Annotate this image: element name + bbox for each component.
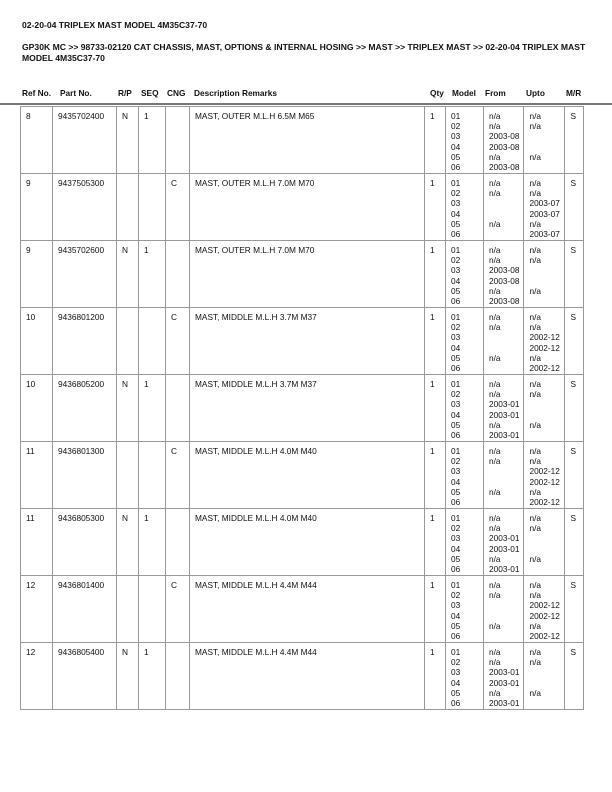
upto-line: 2002-12 bbox=[529, 600, 560, 611]
cell-part: 9435702600 bbox=[53, 241, 117, 308]
cell-qty: 1 bbox=[425, 241, 446, 308]
from-line: n/a bbox=[489, 285, 501, 296]
cell-models bbox=[446, 375, 484, 442]
upto-line: n/a bbox=[529, 580, 541, 590]
cell-from bbox=[484, 107, 524, 174]
from-line bbox=[489, 600, 519, 610]
models-line: 04 bbox=[451, 275, 461, 286]
cell-cng: C bbox=[166, 174, 190, 241]
models-line: 04 bbox=[451, 543, 461, 554]
models-line: 06 bbox=[451, 563, 461, 574]
upto-line bbox=[529, 564, 560, 574]
cell-qty: 1 bbox=[425, 442, 446, 509]
models-line: 01 bbox=[451, 580, 461, 590]
models-line: 01 bbox=[451, 647, 461, 657]
from-line: n/a bbox=[489, 218, 501, 229]
cell-part: 9437505300 bbox=[53, 174, 117, 241]
models-line: 06 bbox=[451, 429, 461, 440]
cell-from bbox=[484, 241, 524, 308]
table-row bbox=[21, 576, 584, 643]
models-line: 06 bbox=[451, 496, 461, 507]
cell-cng: C bbox=[166, 442, 190, 509]
models-line: 03 bbox=[451, 332, 461, 343]
from-line: n/a bbox=[489, 553, 501, 564]
upto-line: 2003-07 bbox=[529, 198, 560, 209]
models-line: 04 bbox=[451, 409, 461, 420]
models-line: 05 bbox=[451, 419, 461, 430]
upto-line: n/a bbox=[529, 620, 541, 631]
cell-rp bbox=[117, 308, 139, 375]
models-line: 02 bbox=[451, 456, 461, 467]
from-line: n/a bbox=[489, 255, 501, 266]
cell-ref: 10 bbox=[21, 375, 53, 442]
header-mr: M/R bbox=[566, 88, 582, 98]
cell-from bbox=[484, 442, 524, 509]
models-line: 03 bbox=[451, 265, 461, 276]
cell-qty: 1 bbox=[425, 308, 446, 375]
upto-line: n/a bbox=[529, 255, 541, 266]
header-part: Part No. bbox=[60, 88, 92, 98]
from-line: n/a bbox=[489, 687, 501, 698]
cell-desc: MAST, MIDDLE M.L.H 3.7M M37 bbox=[190, 308, 425, 375]
cell-desc: MAST, MIDDLE M.L.H 4.4M M44 bbox=[190, 643, 425, 710]
cell-mr: S bbox=[565, 174, 584, 241]
parts-table bbox=[20, 106, 584, 710]
models-line: 01 bbox=[451, 111, 461, 121]
from-line: n/a bbox=[489, 111, 501, 121]
from-line bbox=[489, 611, 519, 621]
from-line: n/a bbox=[489, 121, 501, 132]
cell-upto bbox=[524, 174, 565, 241]
from-line bbox=[489, 198, 519, 208]
cell-ref: 10 bbox=[21, 308, 53, 375]
from-line: 2003-01 bbox=[489, 399, 520, 410]
cell-mr: S bbox=[565, 241, 584, 308]
cell-ref: 9 bbox=[21, 174, 53, 241]
from-line: n/a bbox=[489, 352, 501, 363]
cell-ref: 9 bbox=[21, 241, 53, 308]
from-line bbox=[489, 497, 519, 507]
cell-from bbox=[484, 308, 524, 375]
upto-line bbox=[529, 399, 560, 409]
from-line: n/a bbox=[489, 620, 501, 631]
cell-models bbox=[446, 241, 484, 308]
header-cng: CNG bbox=[167, 88, 186, 98]
models-line: 06 bbox=[451, 362, 461, 373]
upto-line: n/a bbox=[529, 389, 541, 400]
upto-line bbox=[529, 678, 560, 688]
from-line bbox=[489, 343, 519, 353]
upto-line: n/a bbox=[529, 486, 541, 497]
cell-upto bbox=[524, 107, 565, 174]
cell-models bbox=[446, 107, 484, 174]
cell-qty: 1 bbox=[425, 643, 446, 710]
cell-mr: S bbox=[565, 576, 584, 643]
models-line: 05 bbox=[451, 352, 461, 363]
cell-qty: 1 bbox=[425, 174, 446, 241]
cell-rp bbox=[117, 442, 139, 509]
from-line bbox=[489, 631, 519, 641]
models-line: 04 bbox=[451, 342, 461, 353]
models-line: 06 bbox=[451, 630, 461, 641]
from-line: n/a bbox=[489, 486, 501, 497]
from-line: n/a bbox=[489, 456, 501, 467]
header-from: From bbox=[485, 88, 506, 98]
from-line: n/a bbox=[489, 523, 501, 534]
from-line: n/a bbox=[489, 178, 501, 188]
upto-line: 2002-12 bbox=[529, 466, 560, 477]
upto-line: n/a bbox=[529, 121, 541, 132]
cell-qty: 1 bbox=[425, 107, 446, 174]
upto-line: n/a bbox=[529, 218, 541, 229]
models-line: 03 bbox=[451, 466, 461, 477]
models-line: 06 bbox=[451, 228, 461, 239]
upto-line bbox=[529, 698, 560, 708]
cell-desc: MAST, MIDDLE M.L.H 4.0M M40 bbox=[190, 509, 425, 576]
from-line: 2003-01 bbox=[489, 533, 520, 544]
cell-part: 9436805300 bbox=[53, 509, 117, 576]
cell-models bbox=[446, 442, 484, 509]
cell-rp: N bbox=[117, 375, 139, 442]
cell-seq bbox=[139, 308, 166, 375]
from-line: n/a bbox=[489, 657, 501, 668]
table-row bbox=[21, 509, 584, 576]
from-line: n/a bbox=[489, 322, 501, 333]
header-desc: Description Remarks bbox=[194, 88, 278, 98]
cell-upto bbox=[524, 375, 565, 442]
header-rp: R/P bbox=[118, 88, 132, 98]
cell-qty: 1 bbox=[425, 375, 446, 442]
header-seq: SEQ bbox=[141, 88, 159, 98]
cell-desc: MAST, OUTER M.L.H 7.0M M70 bbox=[190, 174, 425, 241]
cell-upto bbox=[524, 643, 565, 710]
upto-line bbox=[529, 162, 560, 172]
upto-line bbox=[529, 430, 560, 440]
cell-desc: MAST, OUTER M.L.H 6.5M M65 bbox=[190, 107, 425, 174]
cell-upto bbox=[524, 509, 565, 576]
header-ref: Ref No. bbox=[22, 88, 52, 98]
upto-line: n/a bbox=[529, 513, 541, 523]
cell-qty: 1 bbox=[425, 576, 446, 643]
cell-seq: 1 bbox=[139, 241, 166, 308]
cell-mr: S bbox=[565, 442, 584, 509]
cell-seq bbox=[139, 174, 166, 241]
upto-line bbox=[529, 131, 560, 141]
cell-cng bbox=[166, 643, 190, 710]
cell-cng: C bbox=[166, 308, 190, 375]
cell-part: 9436805400 bbox=[53, 643, 117, 710]
models-line: 02 bbox=[451, 121, 461, 132]
from-line bbox=[489, 229, 519, 239]
table-row bbox=[21, 442, 584, 509]
models-line: 03 bbox=[451, 667, 461, 678]
upto-line: n/a bbox=[529, 352, 541, 363]
models-line: 02 bbox=[451, 590, 461, 601]
cell-upto bbox=[524, 241, 565, 308]
cell-ref: 11 bbox=[21, 442, 53, 509]
upto-line bbox=[529, 276, 560, 286]
upto-line: 2002-12 bbox=[529, 476, 560, 487]
cell-cng bbox=[166, 241, 190, 308]
models-line: 02 bbox=[451, 322, 461, 333]
from-line bbox=[489, 209, 519, 219]
cell-part: 9436805200 bbox=[53, 375, 117, 442]
upto-line: n/a bbox=[529, 151, 541, 162]
cell-cng bbox=[166, 107, 190, 174]
models-line: 01 bbox=[451, 245, 461, 255]
models-line: 01 bbox=[451, 312, 461, 322]
models-line: 03 bbox=[451, 198, 461, 209]
upto-line: n/a bbox=[529, 590, 541, 601]
from-line bbox=[489, 477, 519, 487]
cell-models bbox=[446, 643, 484, 710]
upto-line: 2002-12 bbox=[529, 342, 560, 353]
from-line bbox=[489, 466, 519, 476]
cell-rp bbox=[117, 576, 139, 643]
cell-from bbox=[484, 174, 524, 241]
cell-desc: MAST, MIDDLE M.L.H 4.0M M40 bbox=[190, 442, 425, 509]
cell-upto bbox=[524, 308, 565, 375]
cell-cng: C bbox=[166, 576, 190, 643]
models-line: 02 bbox=[451, 657, 461, 668]
table-row bbox=[21, 375, 584, 442]
models-line: 06 bbox=[451, 295, 461, 306]
cell-part: 9436801400 bbox=[53, 576, 117, 643]
cell-desc: MAST, MIDDLE M.L.H 3.7M M37 bbox=[190, 375, 425, 442]
models-line: 05 bbox=[451, 285, 461, 296]
models-line: 04 bbox=[451, 141, 461, 152]
upto-line: 2002-12 bbox=[529, 496, 560, 507]
from-line: 2003-08 bbox=[489, 265, 520, 276]
cell-mr: S bbox=[565, 375, 584, 442]
cell-seq bbox=[139, 576, 166, 643]
from-line: 2003-01 bbox=[489, 677, 520, 688]
from-line: n/a bbox=[489, 647, 501, 657]
from-line: 2003-01 bbox=[489, 697, 520, 708]
cell-seq: 1 bbox=[139, 375, 166, 442]
from-line: 2003-08 bbox=[489, 295, 520, 306]
cell-seq: 1 bbox=[139, 643, 166, 710]
upto-line: n/a bbox=[529, 312, 541, 322]
cell-part: 9436801300 bbox=[53, 442, 117, 509]
from-line: n/a bbox=[489, 389, 501, 400]
upto-line: n/a bbox=[529, 245, 541, 255]
models-line: 03 bbox=[451, 600, 461, 611]
models-line: 04 bbox=[451, 476, 461, 487]
upto-line: n/a bbox=[529, 687, 541, 698]
cell-from bbox=[484, 643, 524, 710]
upto-line: n/a bbox=[529, 322, 541, 333]
models-line: 03 bbox=[451, 533, 461, 544]
upto-line: n/a bbox=[529, 419, 541, 430]
upto-line: 2002-12 bbox=[529, 610, 560, 621]
from-line: n/a bbox=[489, 188, 501, 199]
models-line: 05 bbox=[451, 553, 461, 564]
models-line: 04 bbox=[451, 677, 461, 688]
cell-upto bbox=[524, 442, 565, 509]
table-row bbox=[21, 643, 584, 710]
cell-ref: 8 bbox=[21, 107, 53, 174]
upto-line: n/a bbox=[529, 285, 541, 296]
cell-seq: 1 bbox=[139, 107, 166, 174]
models-line: 02 bbox=[451, 255, 461, 266]
cell-desc: MAST, MIDDLE M.L.H 4.4M M44 bbox=[190, 576, 425, 643]
from-line: n/a bbox=[489, 513, 501, 523]
cell-from bbox=[484, 576, 524, 643]
cell-part: 9436801200 bbox=[53, 308, 117, 375]
cell-desc: MAST, OUTER M.L.H 7.0M M70 bbox=[190, 241, 425, 308]
upto-line: n/a bbox=[529, 446, 541, 456]
from-line bbox=[489, 363, 519, 373]
cell-rp: N bbox=[117, 241, 139, 308]
cell-mr: S bbox=[565, 509, 584, 576]
breadcrumb: GP30K MC >> 98733-02120 CAT CHASSIS, MAST, OPTIONS & INTERNAL HOSING >> MAST >> TRIPLEX MAST >> 02-20-04 TRIPLEX MAST MODEL 4M35C37-70 bbox=[22, 42, 586, 63]
table-row bbox=[21, 174, 584, 241]
upto-line: 2003-07 bbox=[529, 228, 560, 239]
cell-models bbox=[446, 576, 484, 643]
from-line: 2003-01 bbox=[489, 409, 520, 420]
cell-qty: 1 bbox=[425, 509, 446, 576]
from-line: n/a bbox=[489, 580, 501, 590]
models-line: 05 bbox=[451, 151, 461, 162]
models-line: 01 bbox=[451, 446, 461, 456]
header-model: Model bbox=[452, 88, 476, 98]
upto-line bbox=[529, 265, 560, 275]
cell-upto bbox=[524, 576, 565, 643]
cell-mr: S bbox=[565, 107, 584, 174]
upto-line: n/a bbox=[529, 178, 541, 188]
header-qty: Qty bbox=[430, 88, 444, 98]
upto-line bbox=[529, 142, 560, 152]
from-line: 2003-08 bbox=[489, 161, 520, 172]
upto-line: n/a bbox=[529, 456, 541, 467]
cell-rp: N bbox=[117, 107, 139, 174]
models-line: 01 bbox=[451, 513, 461, 523]
models-line: 05 bbox=[451, 218, 461, 229]
upto-line: 2002-12 bbox=[529, 332, 560, 343]
models-line: 06 bbox=[451, 161, 461, 172]
models-line: 02 bbox=[451, 389, 461, 400]
cell-cng bbox=[166, 509, 190, 576]
cell-from bbox=[484, 375, 524, 442]
cell-ref: 12 bbox=[21, 643, 53, 710]
cell-rp: N bbox=[117, 643, 139, 710]
models-line: 03 bbox=[451, 131, 461, 142]
models-line: 01 bbox=[451, 178, 461, 188]
upto-line bbox=[529, 533, 560, 543]
table-row bbox=[21, 308, 584, 375]
models-line: 05 bbox=[451, 486, 461, 497]
from-line: n/a bbox=[489, 151, 501, 162]
upto-line: n/a bbox=[529, 647, 541, 657]
cell-from bbox=[484, 509, 524, 576]
from-line: 2003-08 bbox=[489, 131, 520, 142]
header-upto: Upto bbox=[526, 88, 545, 98]
table-header bbox=[0, 88, 612, 105]
models-line: 04 bbox=[451, 208, 461, 219]
from-line: 2003-01 bbox=[489, 543, 520, 554]
from-line bbox=[489, 332, 519, 342]
cell-models bbox=[446, 509, 484, 576]
from-line: n/a bbox=[489, 312, 501, 322]
upto-line: n/a bbox=[529, 379, 541, 389]
cell-part: 9435702400 bbox=[53, 107, 117, 174]
cell-rp bbox=[117, 174, 139, 241]
models-line: 06 bbox=[451, 697, 461, 708]
upto-line: n/a bbox=[529, 657, 541, 668]
page-title: 02-20-04 TRIPLEX MAST MODEL 4M35C37-70 bbox=[22, 20, 208, 30]
upto-line: 2003-07 bbox=[529, 208, 560, 219]
upto-line bbox=[529, 544, 560, 554]
models-line: 03 bbox=[451, 399, 461, 410]
upto-line bbox=[529, 296, 560, 306]
cell-rp: N bbox=[117, 509, 139, 576]
from-line: 2003-01 bbox=[489, 563, 520, 574]
from-line: n/a bbox=[489, 590, 501, 601]
table-row bbox=[21, 241, 584, 308]
upto-line: 2002-12 bbox=[529, 630, 560, 641]
upto-line: 2002-12 bbox=[529, 362, 560, 373]
cell-mr: S bbox=[565, 308, 584, 375]
models-line: 04 bbox=[451, 610, 461, 621]
cell-cng bbox=[166, 375, 190, 442]
cell-models bbox=[446, 174, 484, 241]
cell-seq: 1 bbox=[139, 509, 166, 576]
from-line: n/a bbox=[489, 446, 501, 456]
from-line: n/a bbox=[489, 379, 501, 389]
upto-line: n/a bbox=[529, 523, 541, 534]
from-line: n/a bbox=[489, 245, 501, 255]
cell-ref: 11 bbox=[21, 509, 53, 576]
cell-seq bbox=[139, 442, 166, 509]
cell-mr: S bbox=[565, 643, 584, 710]
upto-line: n/a bbox=[529, 553, 541, 564]
models-line: 01 bbox=[451, 379, 461, 389]
models-line: 02 bbox=[451, 523, 461, 534]
from-line: 2003-01 bbox=[489, 667, 520, 678]
upto-line: n/a bbox=[529, 111, 541, 121]
upto-line bbox=[529, 410, 560, 420]
cell-ref: 12 bbox=[21, 576, 53, 643]
models-line: 02 bbox=[451, 188, 461, 199]
from-line: n/a bbox=[489, 419, 501, 430]
from-line: 2003-08 bbox=[489, 275, 520, 286]
table-row bbox=[21, 107, 584, 174]
from-line: 2003-08 bbox=[489, 141, 520, 152]
models-line: 05 bbox=[451, 687, 461, 698]
upto-line: n/a bbox=[529, 188, 541, 199]
cell-models bbox=[446, 308, 484, 375]
models-line: 05 bbox=[451, 620, 461, 631]
upto-line bbox=[529, 667, 560, 677]
from-line: 2003-01 bbox=[489, 429, 520, 440]
